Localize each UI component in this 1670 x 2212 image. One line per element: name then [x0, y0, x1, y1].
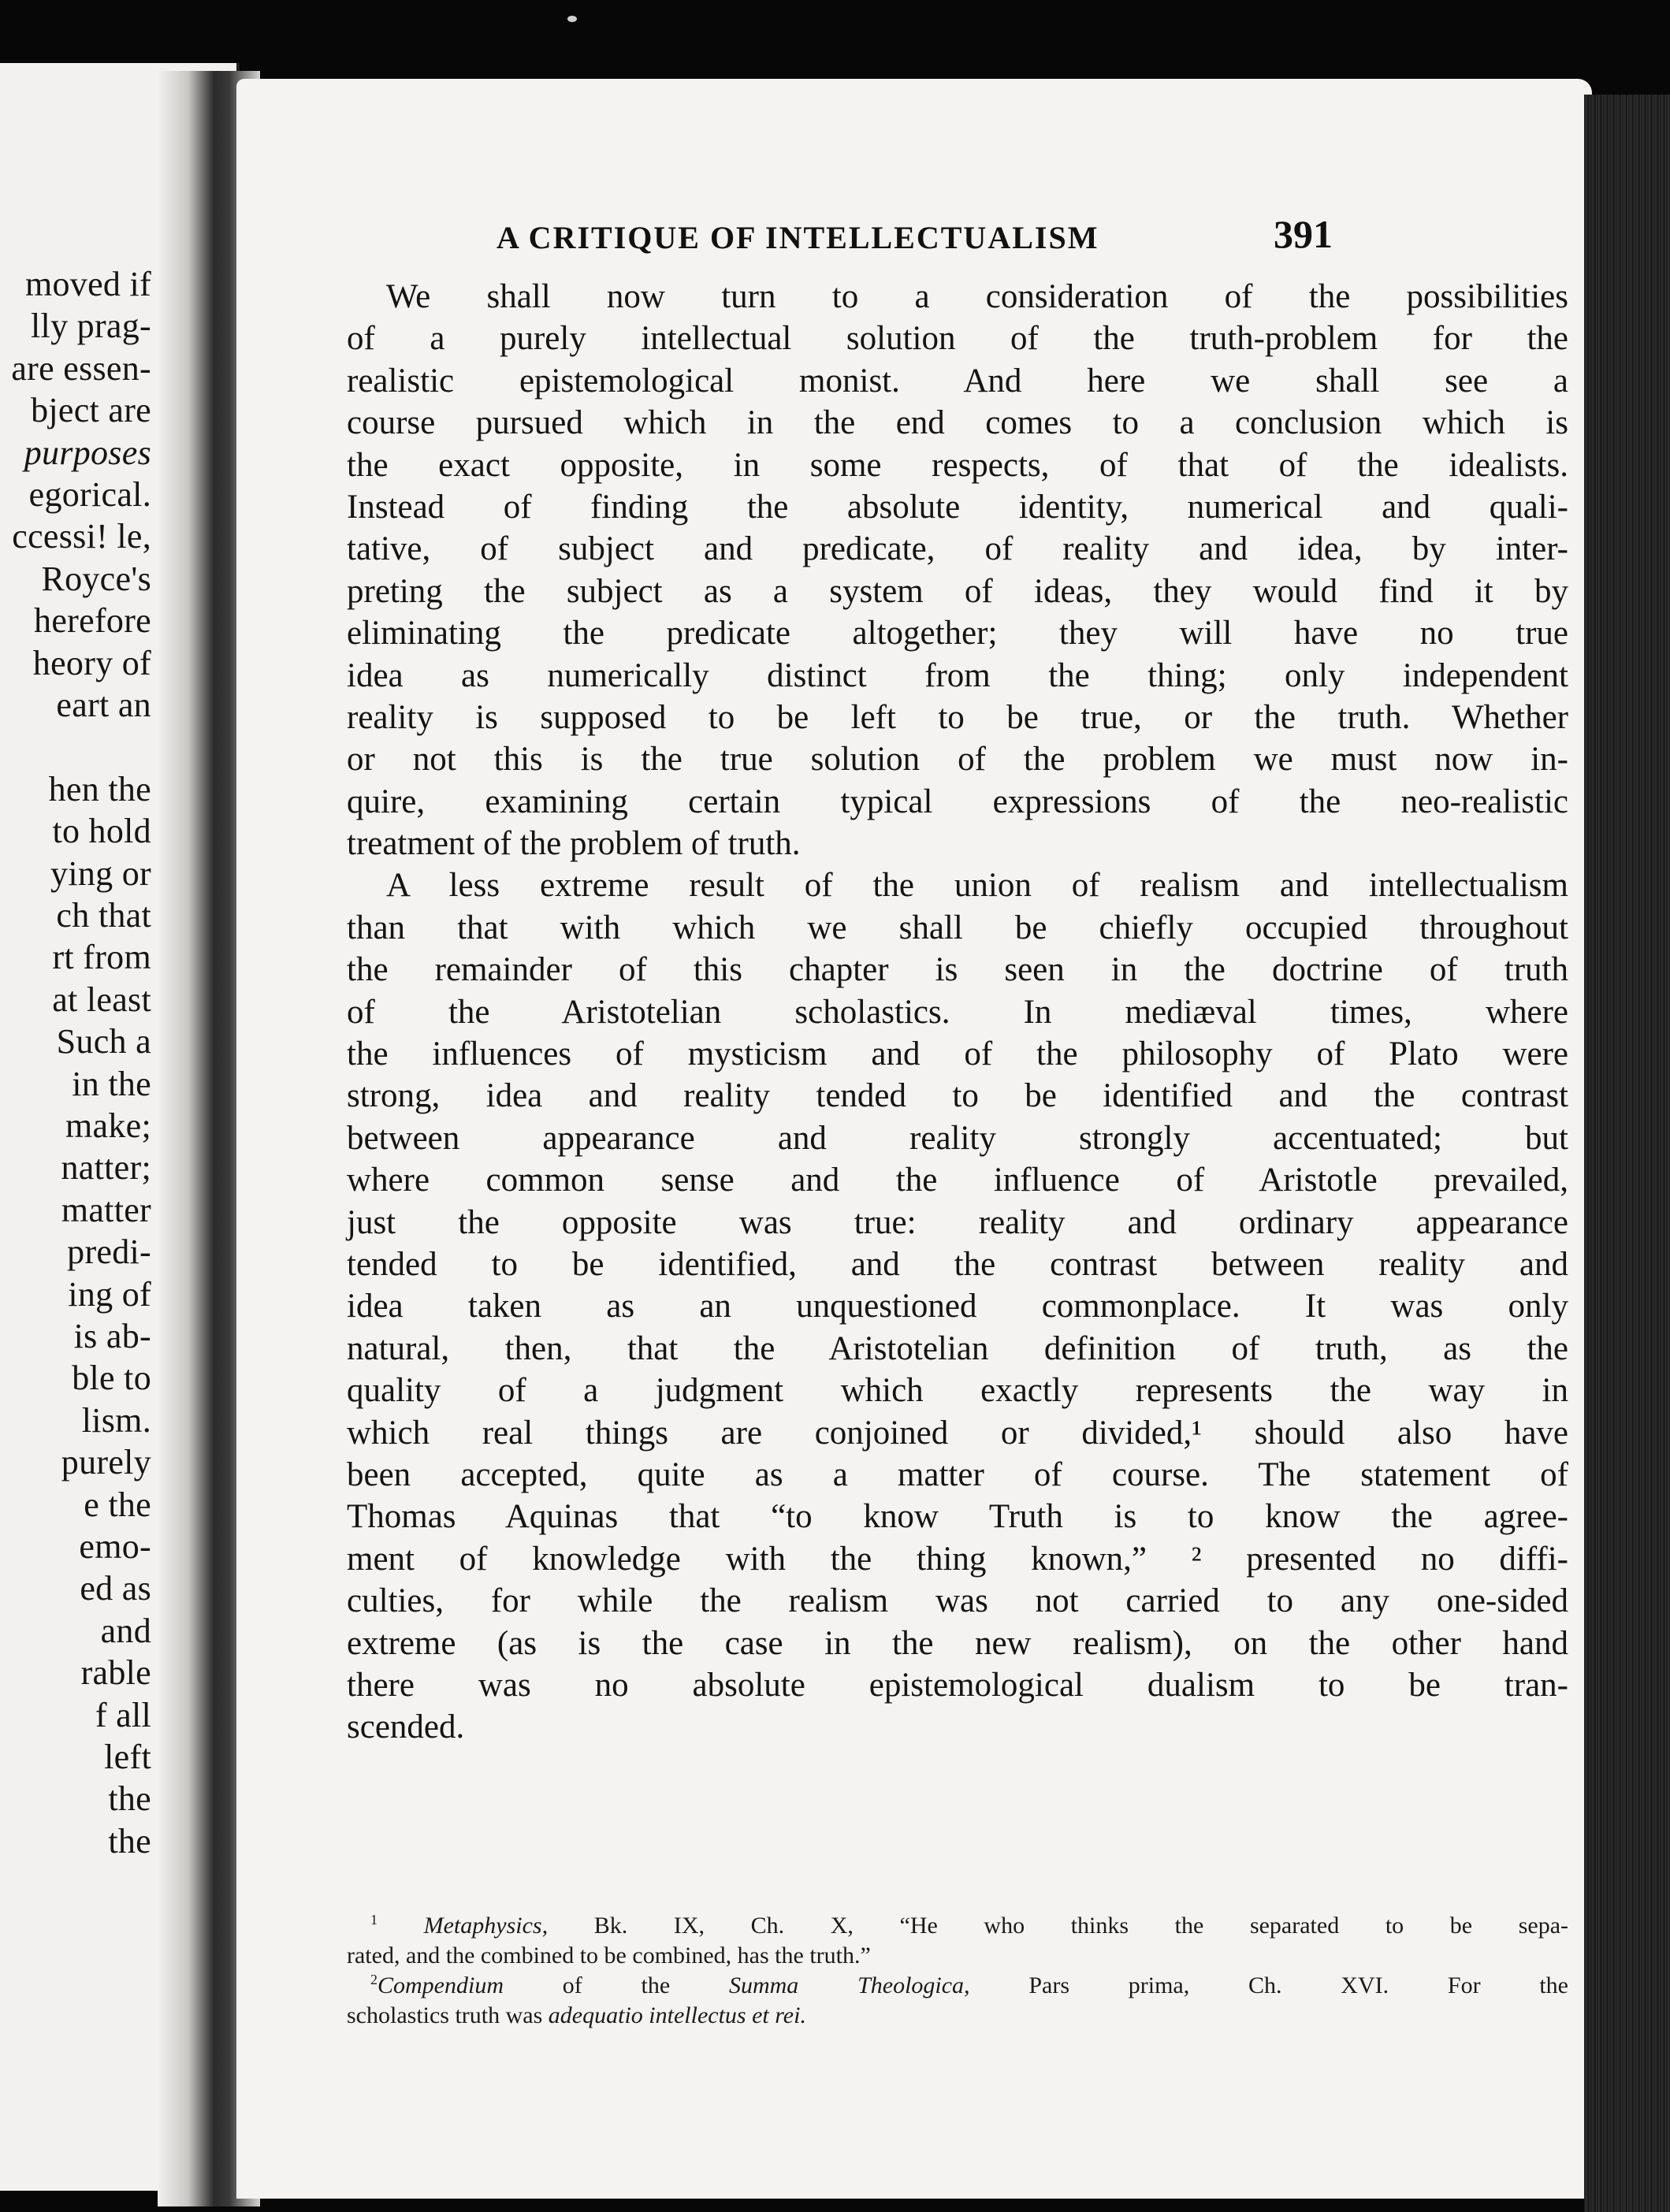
left-page-line: rable	[80, 1653, 151, 1693]
text-line: Instead of finding the absolute identity, numerical and quali-	[347, 488, 1568, 526]
text-line: culties, for while the realism was not carried to any one-sided	[347, 1582, 1568, 1620]
text-line: than that with which we shall be chiefly occupied throughout	[347, 909, 1568, 946]
text-line: eliminating the predicate altogether; they will have no true	[347, 615, 1568, 652]
left-page-line: Such a	[56, 1022, 151, 1061]
left-page-line: lly prag-	[31, 307, 151, 346]
left-page-line: lism.	[81, 1400, 151, 1440]
left-page-line: herefore	[34, 601, 151, 641]
footnote-1-text: Bk. IX, Ch. X, “He who thinks the separated to be sepa-	[548, 1913, 1568, 1939]
left-page-line: and	[100, 1611, 151, 1650]
text-line: A less extreme result of the union of realism and intellectualism	[386, 867, 1568, 905]
footnote-2-title-2: Summa Theologica,	[728, 1972, 970, 1998]
left-page-line: the	[108, 1821, 151, 1861]
footnote-1-line-2: rated, and the combined to be combined, has the truth.”	[347, 1942, 871, 1968]
left-page-line: purposes	[24, 433, 151, 472]
left-page-line: egorical.	[28, 475, 151, 514]
page-number: 391	[1274, 212, 1333, 256]
text-line: there was no absolute epistemological dualism to be tran-	[347, 1666, 1568, 1704]
text-line: quire, examining certain typical expressions of the neo-realistic	[347, 783, 1568, 820]
running-head: A CRITIQUE OF INTELLECTUALISM	[497, 220, 1099, 255]
left-page-line: is ab-	[73, 1317, 151, 1355]
footnote-2-mid: of the	[504, 1972, 729, 1998]
footnote-1-title: Metaphysics,	[423, 1913, 549, 1939]
footnote-2-latin: adequatio intellectus et rei.	[548, 2002, 806, 2028]
footnote-2-line-2	[347, 2001, 1568, 2031]
left-page-line: ing of	[68, 1274, 151, 1314]
text-line: where common sense and the influence of Aristotle prevailed,	[347, 1162, 1568, 1199]
left-page-line: natter;	[61, 1148, 151, 1188]
left-page-line: moved if	[24, 265, 151, 303]
left-page-line: heory of	[32, 643, 151, 682]
text-line: treatment of the problem of truth.	[347, 825, 801, 863]
left-page-line: predi-	[67, 1232, 151, 1272]
left-page-line: ble to	[72, 1359, 151, 1398]
text-line: tended to be identified, and the contrast between reality and	[347, 1245, 1568, 1283]
left-page-line: left	[104, 1738, 151, 1776]
left-page-line: matter	[61, 1190, 151, 1229]
dust-speck	[567, 16, 577, 22]
text-line: the remainder of this chapter is seen in the doctrine of truth	[347, 951, 1568, 989]
text-line: tative, of subject and predicate, of reality and idea, by inter-	[347, 530, 1568, 568]
text-line: of a purely intellectual solution of the truth-problem for the	[347, 320, 1568, 358]
left-page-line: f all	[95, 1695, 151, 1734]
text-line: course pursued which in the end comes to a conclusion which is	[347, 404, 1568, 442]
text-line: just the opposite was true: reality and ordinary appearance	[347, 1203, 1568, 1241]
footnote-2-marker: 2	[370, 1972, 378, 1987]
text-line: idea as numerically distinct from the thing; only independent	[347, 656, 1568, 694]
left-page-line: the	[108, 1779, 151, 1819]
text-line: or not this is the true solution of the problem we must now in-	[347, 741, 1568, 779]
footnote-1-marker: 1	[370, 1912, 378, 1928]
text-line: Thomas Aquinas that “to know Truth is to know the agree-	[347, 1498, 1568, 1536]
body-text	[347, 276, 1568, 1749]
right-page	[236, 79, 1592, 2199]
left-page-line: purely	[61, 1443, 151, 1482]
left-page-line: emo-	[79, 1527, 151, 1566]
text-line: reality is supposed to be left to be true, or the truth. Whether	[347, 698, 1568, 736]
left-page-line: ed as	[80, 1569, 151, 1608]
text-line: scended.	[347, 1708, 465, 1746]
left-page-line: rt from	[52, 938, 151, 977]
text-line: which real things are conjoined or divided,¹ should also have	[347, 1414, 1568, 1452]
left-page-line: are essen-	[11, 348, 151, 388]
left-page-line: at least	[52, 980, 151, 1019]
left-page-line: e the	[84, 1485, 151, 1524]
footnote-2-line-2-text: scholastics truth was	[347, 2002, 549, 2028]
text-line: natural, then, that the Aristotelian definition of truth, as the	[347, 1329, 1568, 1367]
page-stack-edge	[1584, 95, 1670, 2212]
text-line: the exact opposite, in some respects, of that of the idealists.	[347, 446, 1568, 484]
text-line: between appearance and reality strongly accentuated; but	[347, 1119, 1568, 1157]
text-line: idea taken as an unquestioned commonplace. It was only	[347, 1288, 1568, 1325]
text-line: been accepted, quite as a matter of course. The statement of	[347, 1455, 1568, 1493]
left-page-line: bject are	[31, 391, 151, 430]
paragraph-2	[347, 864, 1568, 1748]
text-line: strong, idea and reality tended to be identified and the contrast	[347, 1077, 1568, 1115]
left-page-line: to hold	[52, 812, 151, 851]
left-page-line: ch that	[56, 896, 151, 935]
text-line: realistic epistemological monist. And here we shall see a	[347, 362, 1568, 400]
text-line: ment of knowledge with the thing known,” ² presented no diffi-	[347, 1540, 1568, 1578]
text-line: of the Aristotelian scholastics. In mediæval times, where	[347, 993, 1568, 1031]
text-line: We shall now turn to a consideration of the possibilities	[386, 278, 1568, 315]
footnote-1-line-1	[347, 1911, 1568, 1941]
left-page-line: ying or	[50, 853, 151, 893]
text-line: the influences of mysticism and of the philosophy of Plato were	[347, 1035, 1568, 1073]
left-page-line: eart an	[56, 686, 151, 724]
footnote-2-line-1	[347, 1971, 1568, 2001]
text-line: extreme (as is the case in the new realism), on the other hand	[347, 1624, 1568, 1662]
left-page-line: in the	[72, 1064, 151, 1103]
text-line: quality of a judgment which exactly represents the way in	[347, 1372, 1568, 1410]
paragraph-1	[347, 276, 1568, 864]
footnote-2-text: Pars prima, Ch. XVI. For the	[969, 1972, 1568, 1998]
left-page-line: hen the	[48, 769, 151, 809]
left-page-line: make;	[65, 1106, 151, 1145]
footnotes	[347, 1911, 1568, 2031]
left-page-line: Royce's	[41, 559, 151, 598]
footnote-2-title: Compendium	[378, 1972, 504, 1998]
text-line: preting the subject as a system of ideas, they would find it by	[347, 572, 1568, 610]
left-page-line: ccessi! le,	[12, 517, 151, 556]
